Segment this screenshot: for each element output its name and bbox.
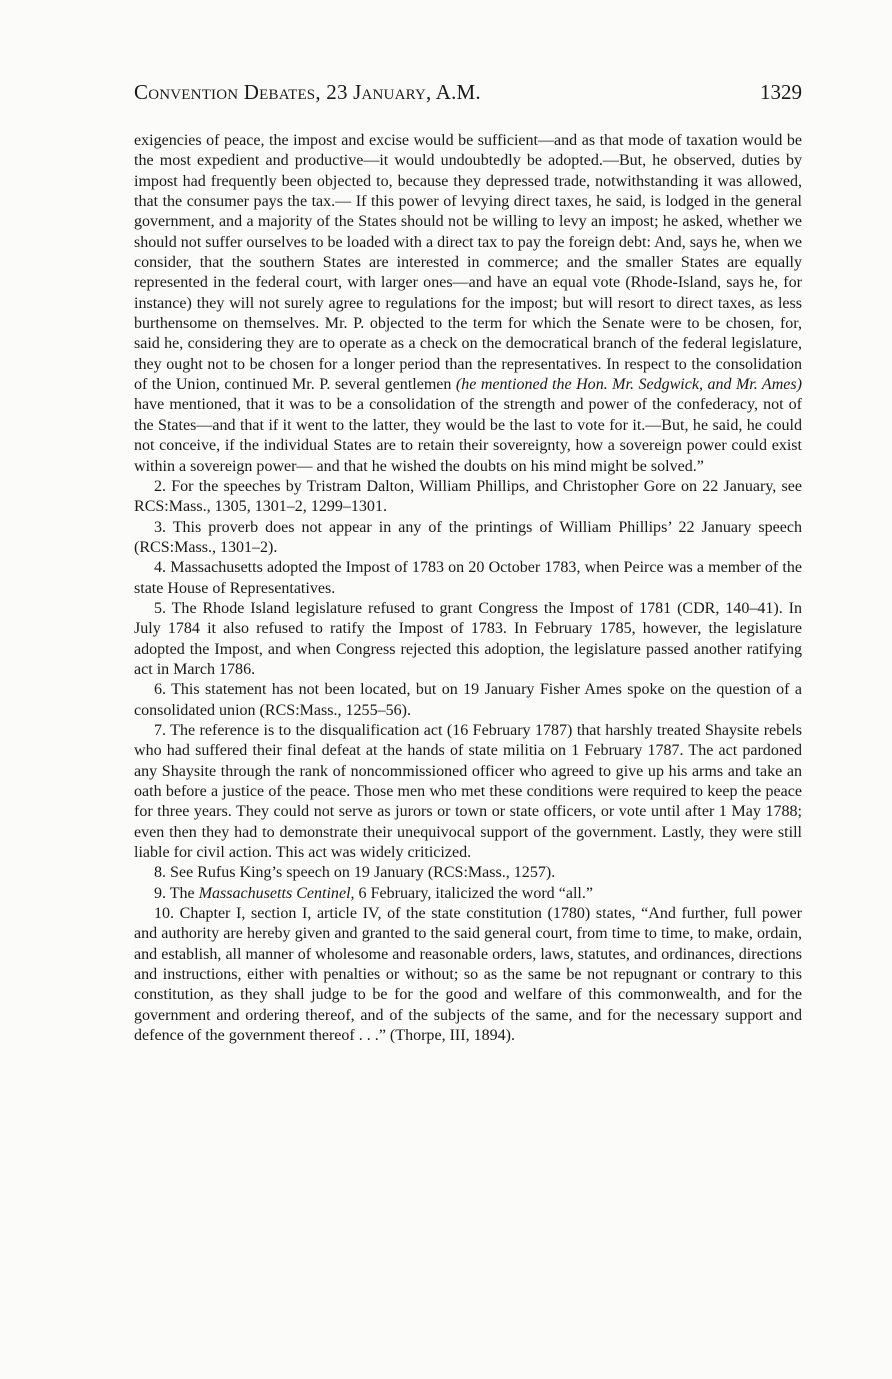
paragraph-text: exigencies of peace, the impost and excise would be sufficient—and as that mode of taxation would be the most expedient and productive—it would undoubtedly be adopted.—But, he observed, duties by impost had frequently been objected to, because they depressed trade, notwithstanding it was allowed, that the consumer pays the tax.— If this power of levying direct taxes, he said, is lodged in the general government, and a majority of the States should not be willing to levy an impost; he asked, whether we should not suffer ourselves to be loaded with a direct tax to pay the foreign debt: And, says he, when we consider, that the southern States are interested in commerce; and the smaller States are equally represented in the federal court, with larger ones—and have an equal vote (Rhode-Island, says he, for instance) they will not surely agree to regulations for the impost; but will resort to direct taxes, as less burthensome on themselves. Mr. P. objected to the term for which the Senate were to be chosen, for, said he, considering they are to operate as a check on the democratical branch of the federal legislature, they ought not to be chosen for a longer period than the representatives. In respect to the consolidation of the Union, continued Mr. P. several gentlemen xyxy=(134,132,802,394)
footnote-9-text: 9. The xyxy=(154,884,199,902)
footnote-4: 4. Massachusetts adopted the Impost of 1783 on 20 October 1783, when Peirce was a member of the state House of Representatives. xyxy=(134,559,802,597)
footnote-10: 10. Chapter I, section I, article IV, of the state constitution (1780) states, “And further, full power and authority are hereby given and granted to the said general court, from time to time, to make, ordain, and establish, all manner of wholesome and reasonable orders, laws, statutes, and ordinances, directions and instructions, either with penalties or without; so as the same be not repugnant or contrary to this constitution, as they shall judge to be for the good and welfare of this commonwealth, and for the government and ordering thereof, and of the subjects of the same, and for the necessary support and defence of the government thereof . . .” (Thorpe, III, 1894). xyxy=(134,905,802,1045)
footnote-7: 7. The reference is to the disqualification act (16 February 1787) that harshly treated Shaysite rebels who had suffered their final defeat at the hands of state militia on 1 February 1787. The act pardoned any Shaysite through the rank of noncommissioned officer who agreed to give up his arms and take an oath before a justice of the peace. Those men who met these conditions were required to keep the peace for three years. They could not serve as jurors or town or state officers, or vote until after 1 May 1788; even then they had to demonstrate their unequivocal support of the government. Lastly, they were still liable for civil action. This act was widely criticized. xyxy=(134,721,802,862)
footnote-9 xyxy=(134,884,802,904)
page-number: 1329 xyxy=(760,80,802,104)
footnote-8: 8. See Rufus King’s speech on 19 January (RCS:Mass., 1257). xyxy=(154,864,556,882)
paragraph-text-cont: have mentioned, that it was to be a consolidation of the strength and power of the confederacy, not of the States—and that if it went to the latter, they would be the last to vote for it.—But, he said, he could not conceive, if the individual States are to retain their sovereignty, how a sovereign power could exist within a sovereign power— and that he wished the doubts on his mind might be solved.” xyxy=(134,396,802,475)
footnote-5: 5. The Rhode Island legislature refused to grant Congress the Impost of 1781 (CDR, 140–41). In July 1784 it also refused to ratify the Impost of 1783. In February 1785, however, the legislature adopted the Impost, and when Congress rejected this adoption, the legislature passed another ratifying act in March 1786. xyxy=(134,599,802,678)
footnote-9-text-cont: 6 February, italicized the word “all.” xyxy=(354,884,593,902)
continued-paragraph xyxy=(134,131,802,477)
italic-aside: (he mentioned the Hon. Mr. Sedgwick, and Mr. Ames) xyxy=(455,376,802,394)
footnote-3: 3. This proverb does not appear in any of the printings of William Phillips’ 22 January speech (RCS:Mass., 1301–2). xyxy=(134,518,802,556)
footnote-2: 2. For the speeches by Tristram Dalton, William Phillips, and Christopher Gore on 22 January, see RCS:Mass., 1305, 1301–2, 1299–1301. xyxy=(134,477,802,516)
page-header xyxy=(134,80,802,105)
footnote-6: 6. This statement has not been located, but on 19 January Fisher Ames spoke on the question of a consolidated union (RCS:Mass., 1255–56). xyxy=(134,681,802,719)
newspaper-title: Massachusetts Centinel, xyxy=(198,884,355,902)
running-head: Convention Debates, 23 January, A.M. xyxy=(134,80,481,104)
page-body xyxy=(134,131,802,1046)
